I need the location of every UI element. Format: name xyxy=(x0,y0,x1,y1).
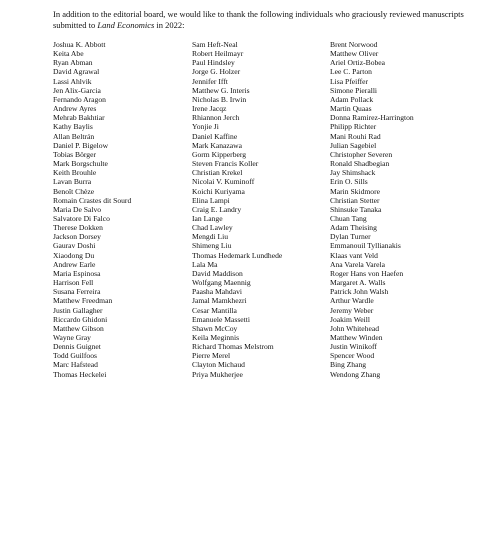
reviewer-name: Wendong Zhang xyxy=(330,369,381,379)
reviewer-name: Therese Dokken xyxy=(53,223,103,233)
reviewer-name: Koichi Kuriyama xyxy=(192,186,245,196)
reviewer-name: Marc Hafstead xyxy=(53,360,98,370)
reviewer-name: Wolfgang Maennig xyxy=(192,278,251,288)
reviewer-name: Thomas Heckelei xyxy=(53,369,107,379)
reviewer-column-1 xyxy=(53,40,131,379)
reviewer-name: Christopher Severen xyxy=(330,149,393,159)
reviewer-name: Pierre Merel xyxy=(192,351,231,361)
reviewer-name: Bing Zhang xyxy=(330,360,367,370)
reviewer-name: Dylan Turner xyxy=(330,232,371,242)
reviewer-name: Ana Varela Varela xyxy=(330,259,385,269)
reviewer-name: Yonjie Ji xyxy=(192,122,219,132)
reviewer-name: Adam Pollack xyxy=(330,94,374,104)
reviewer-name: Robert Heilmayr xyxy=(192,49,244,59)
reviewer-name: Justin Winikoff xyxy=(330,342,377,352)
reviewer-name: Lisa Pfeiffer xyxy=(330,76,369,86)
reviewer-name: Erin O. Sills xyxy=(330,177,368,187)
reviewer-name: Lala Ma xyxy=(192,259,218,269)
reviewer-name: Lassi Ahlvik xyxy=(53,76,92,86)
reviewer-name: Salvatore Di Falco xyxy=(53,213,110,223)
reviewer-name: Ryan Abman xyxy=(53,58,93,68)
reviewer-name: Marin Skidmore xyxy=(330,186,380,196)
reviewer-name: Matthew Gibson xyxy=(53,323,104,333)
reviewer-name: Matthew Winden xyxy=(330,333,383,342)
reviewer-name: Keila Meginnis xyxy=(192,333,240,342)
reviewer-name: Mani Rouhi Rad xyxy=(330,131,381,141)
reviewer-name: Kathy Baylis xyxy=(53,122,93,132)
reviewer-name: Benoît Chèze xyxy=(53,186,95,196)
intro-text-after: in 2022: xyxy=(154,20,185,30)
reviewer-name: David Agrawal xyxy=(53,67,100,77)
reviewer-name: Christian Stetter xyxy=(330,195,380,205)
reviewer-name: Dennis Guignet xyxy=(53,342,101,352)
reviewer-name: Klaas vant Veld xyxy=(330,250,378,260)
reviewer-name: Daniel Kaffine xyxy=(192,131,238,141)
reviewer-name: Xiaodong Du xyxy=(53,250,95,260)
reviewer-name: Nicolai V. Kuminoff xyxy=(192,177,255,187)
reviewer-name: Jay Shimshack xyxy=(330,168,376,178)
intro-paragraph xyxy=(53,9,473,31)
reviewer-name: Riccardo Ghidoni xyxy=(53,314,108,324)
reviewer-name: Matthew G. Interis xyxy=(192,85,250,95)
reviewer-name: Emmanouil Tyllianakis xyxy=(330,241,401,251)
reviewer-name: Emanuele Massetti xyxy=(192,314,250,324)
reviewer-name: Susana Ferreira xyxy=(53,287,101,297)
reviewer-name: Adam Theising xyxy=(330,223,377,233)
reviewer-name: Steven Francis Koller xyxy=(192,159,259,169)
reviewer-name: Mark Kanazawa xyxy=(192,140,242,150)
reviewer-name: Chad Lawley xyxy=(192,223,233,233)
reviewer-name: Daniel P. Bigelow xyxy=(53,140,109,150)
reviewer-column-2 xyxy=(192,40,282,379)
reviewer-name: Joakim Weill xyxy=(330,314,370,324)
reviewer-name: Jackson Dorsey xyxy=(53,232,101,242)
reviewer-name: Margaret A. Walls xyxy=(330,278,386,288)
reviewer-name: Justin Gallagher xyxy=(53,305,103,315)
reviewer-name: Jamal Mamkhezri xyxy=(192,296,247,306)
reviewer-name: Nicholas B. Irwin xyxy=(192,94,247,104)
reviewer-name: Roger Hans von Haefen xyxy=(330,268,404,278)
reviewer-name: Simone Pieralli xyxy=(330,85,378,95)
reviewer-name: Rhiannon Jerch xyxy=(192,113,240,123)
reviewer-name: Jen Alix-Garcia xyxy=(53,85,101,95)
reviewer-name: Jeremy Weber xyxy=(330,305,374,315)
reviewer-name: Fernando Aragon xyxy=(53,94,106,104)
reviewer-name: Paasha Mahdavi xyxy=(192,287,242,297)
reviewer-name: Todd Guilfoos xyxy=(53,351,97,361)
reviewer-name: Donna Ramirez-Harrington xyxy=(330,113,414,123)
reviewer-name: Mengdi Liu xyxy=(192,232,229,242)
reviewer-name: Matthew Oliver xyxy=(330,49,379,59)
reviewer-name: Keita Abe xyxy=(53,49,84,59)
reviewer-name: Romain Crastes dit Sourd xyxy=(53,195,132,205)
reviewer-name: Brent Norwood xyxy=(330,40,378,49)
reviewer-name: Gaurav Doshi xyxy=(53,241,96,251)
reviewer-name: Philipp Richter xyxy=(330,122,377,132)
reviewer-name: Joshua K. Abbott xyxy=(53,40,106,49)
reviewer-name: David Maddison xyxy=(192,268,243,278)
reviewer-name: Maria De Salvo xyxy=(53,204,102,214)
reviewer-name: Richard Thomas Melstrom xyxy=(192,342,274,352)
reviewer-name: Arthur Wardle xyxy=(330,296,374,306)
reviewer-name: Ronald Shadbegian xyxy=(330,159,390,169)
reviewer-name: Patrick John Walsh xyxy=(330,287,389,297)
reviewer-name: Tobias Börger xyxy=(53,149,96,159)
reviewer-name: Sam Heft-Neal xyxy=(192,40,238,49)
reviewer-name: Shimeng Liu xyxy=(192,241,232,251)
reviewer-name: Lee C. Parton xyxy=(330,67,372,77)
reviewer-name: Ariel Ortiz-Bobea xyxy=(330,58,386,68)
reviewer-name: Maria Espinosa xyxy=(53,268,101,278)
reviewer-name: Craig E. Landry xyxy=(192,204,242,214)
reviewer-name: Andrew Earle xyxy=(53,259,96,269)
reviewer-name: Wayne Gray xyxy=(53,333,91,342)
reviewer-name: Keith Brouhle xyxy=(53,168,97,178)
reviewer-name: Julian Sagebiel xyxy=(330,140,377,150)
reviewer-name: Thomas Hedemark Lundhede xyxy=(192,250,283,260)
intro-text-before: In addition to the editorial board, we would like to thank the following individuals who graciously reviewed manuscripts submitted to xyxy=(53,9,464,30)
reviewer-name: Elina Lampi xyxy=(192,195,230,205)
reviewer-name: Cesar Mantilla xyxy=(192,305,237,315)
reviewer-name: Irene Jacqz xyxy=(192,104,227,114)
reviewer-name: Martin Quaas xyxy=(330,104,372,114)
reviewer-column-3 xyxy=(330,40,414,379)
reviewer-name: Matthew Freedman xyxy=(53,296,113,306)
reviewer-name: John Whitehead xyxy=(330,323,379,333)
reviewer-name: Paul Hindsley xyxy=(192,58,235,68)
reviewer-name: Harrison Fell xyxy=(53,278,94,288)
reviewer-name: Andrew Ayres xyxy=(53,104,97,114)
reviewer-name: Mehrab Bakhtiar xyxy=(53,113,105,123)
reviewer-name: Jorge G. Holzer xyxy=(192,67,241,77)
reviewer-name: Lavan Burra xyxy=(53,177,92,187)
journal-name: Land Economics xyxy=(97,20,155,30)
reviewer-name: Shawn McCoy xyxy=(192,323,238,333)
reviewer-name: Mark Borgschulte xyxy=(53,159,108,169)
reviewer-name: Allan Beltrán xyxy=(53,131,95,141)
reviewer-name: Jennifer Ifft xyxy=(192,76,228,86)
reviewer-columns xyxy=(53,40,473,379)
reviewer-name: Ian Lange xyxy=(192,213,223,223)
reviewer-name: Clayton Michaud xyxy=(192,360,245,370)
reviewer-name: Shinsuke Tanaka xyxy=(330,204,382,214)
reviewer-name: Chuan Tang xyxy=(330,213,367,223)
reviewer-name: Priya Mukherjee xyxy=(192,369,243,379)
reviewer-name: Gorm Kipperberg xyxy=(192,149,247,159)
reviewer-name: Spencer Wood xyxy=(330,351,375,361)
reviewer-name: Christian Krekel xyxy=(192,168,243,178)
